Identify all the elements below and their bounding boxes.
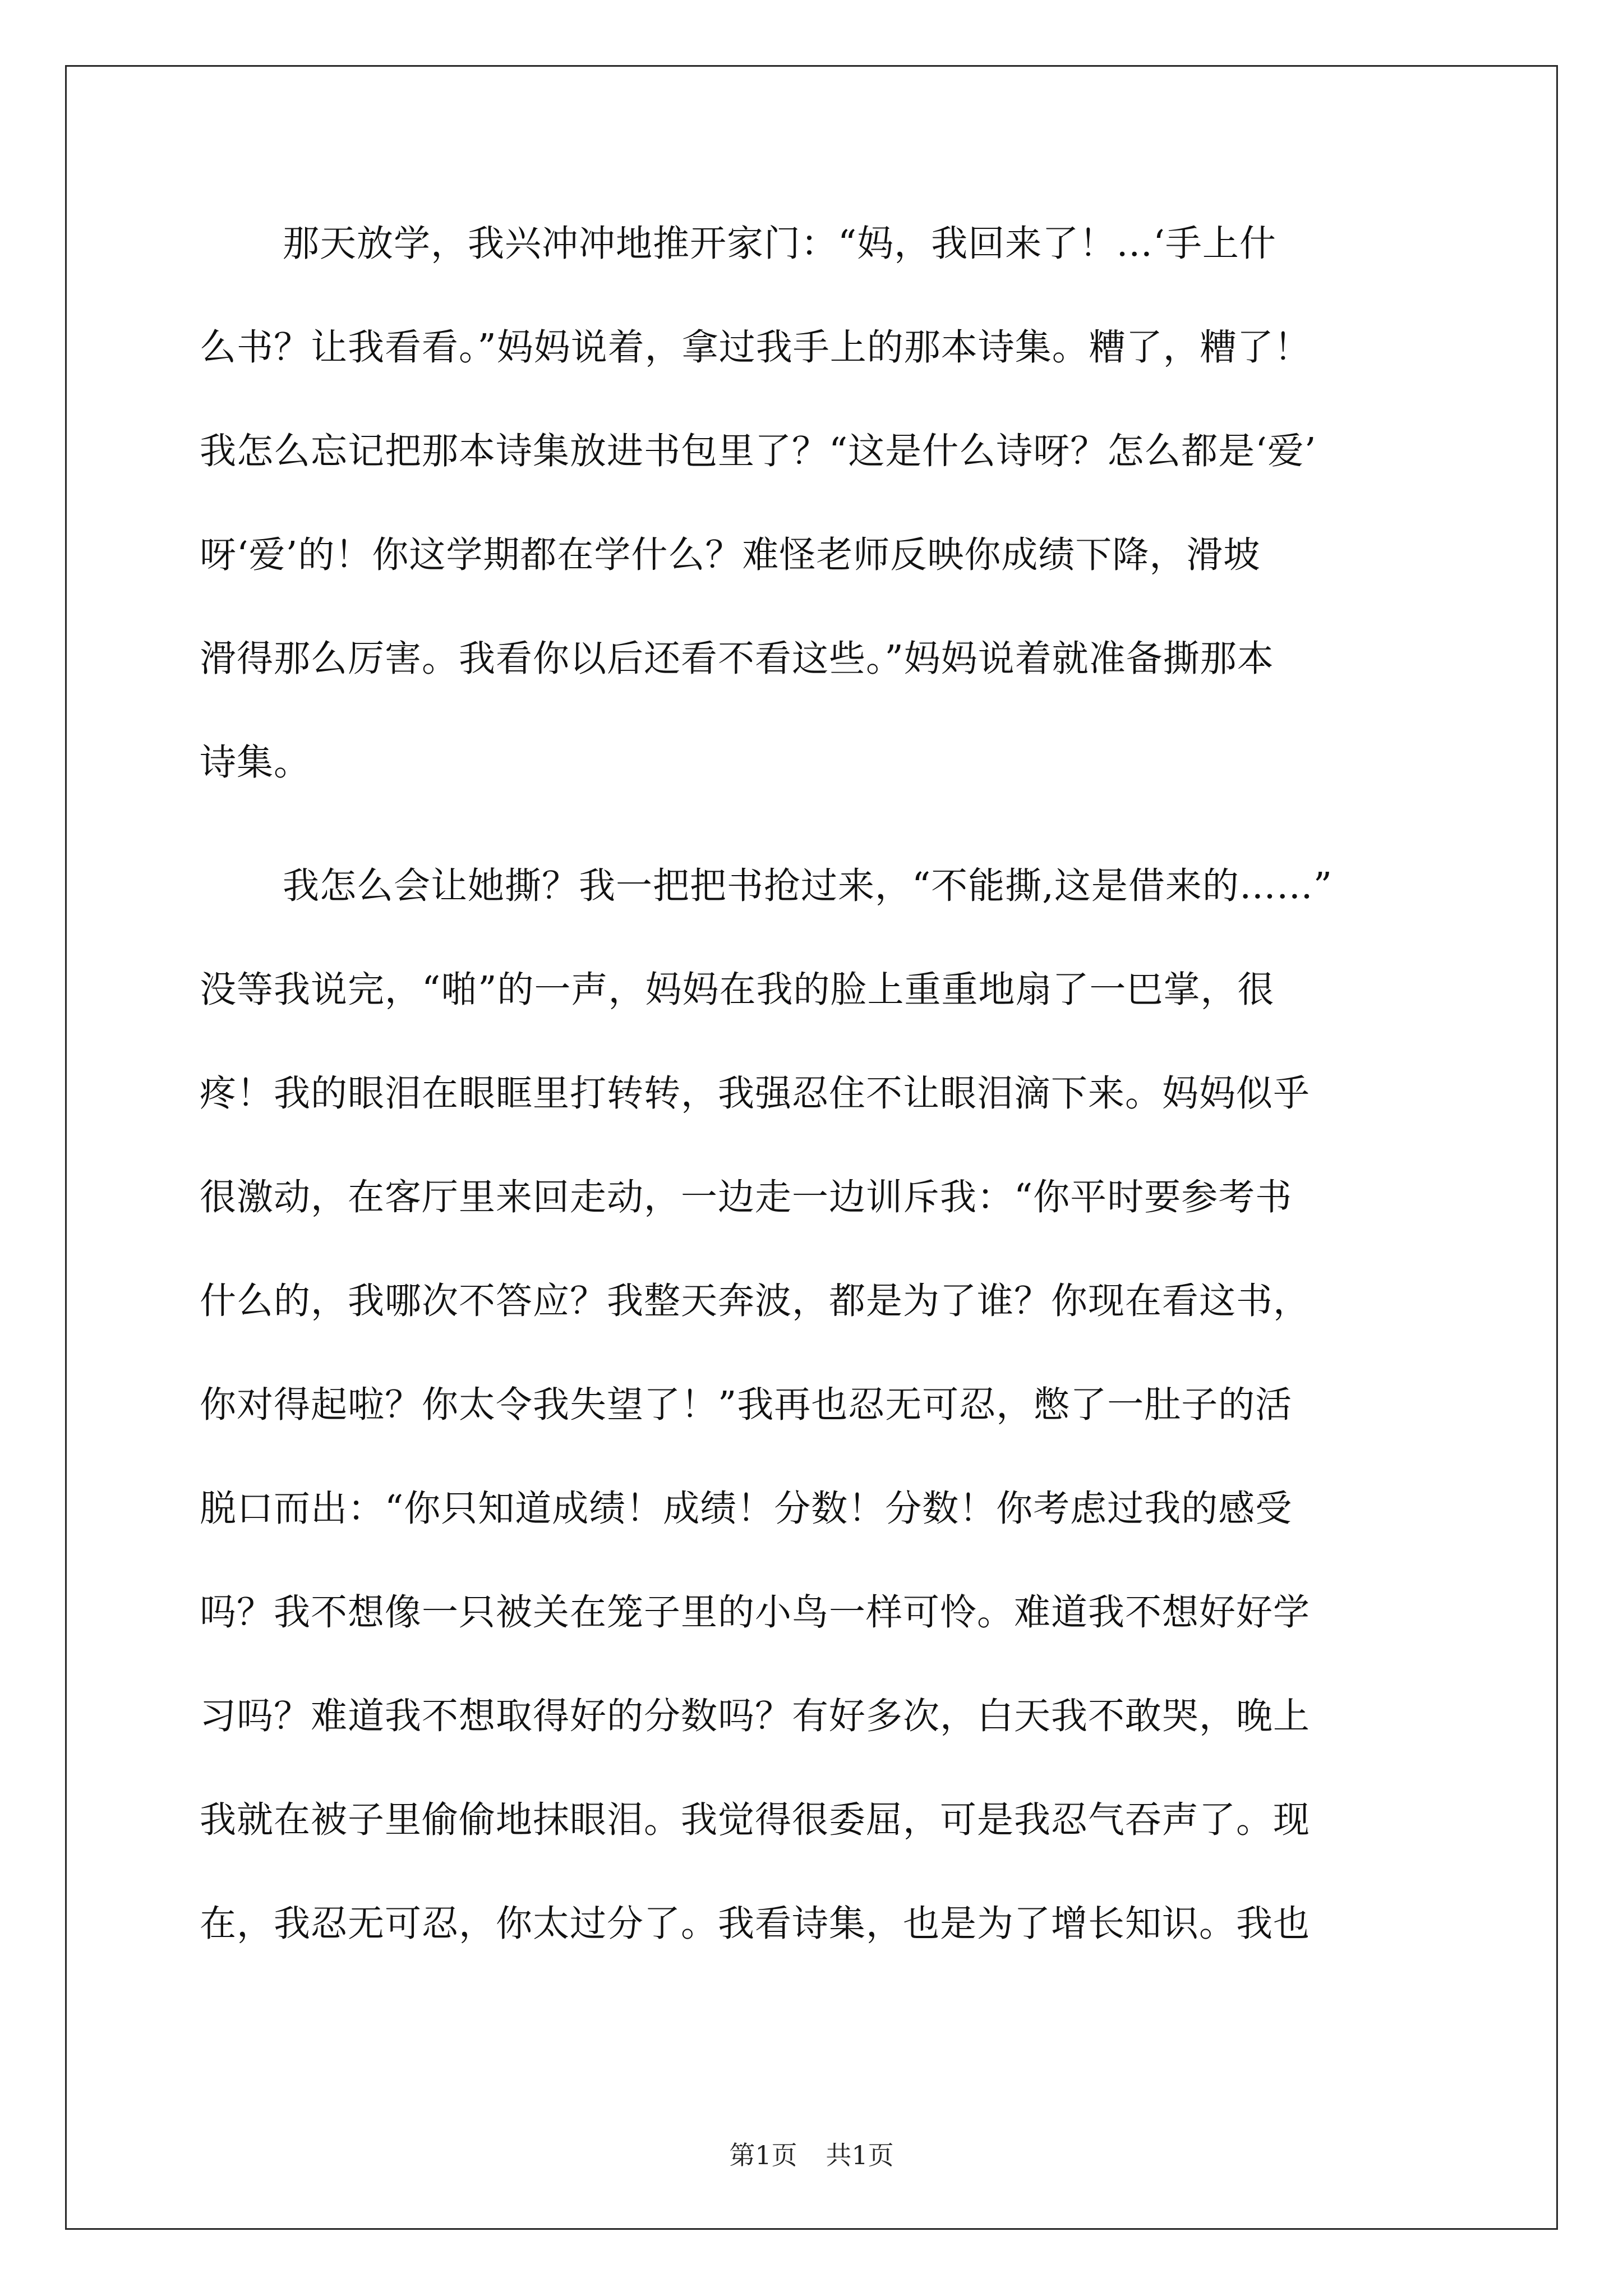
paragraph-1-line-6: 诗集。	[200, 742, 311, 784]
paragraph-2-line-4: 很激动，在客厅里来回走动，一边走一边训斥我：“你平时要参考书	[200, 1176, 1293, 1218]
paragraph-2-line-6: 你对得起啦？你太令我失望了！”我再也忍无可忍，憋了一肚子的活	[200, 1384, 1293, 1426]
paragraph-1-line-3: 我怎么忘记把那本诗集放进书包里了？“这是什么诗呀？怎么都是‘爱’	[200, 430, 1317, 472]
paragraph-2-line-7: 脱口而出：“你只知道成绩！成绩！分数！分数！你考虑过我的感受	[200, 1488, 1293, 1530]
paragraph-2-line-3: 疼！我的眼泪在眼眶里打转转，我强忍住不让眼泪滴下来。妈妈似乎	[200, 1073, 1311, 1115]
paragraph-1-line-4: 呀‘爱’的！你这学期都在学什么？难怪老师反映你成绩下降，滑坡	[200, 534, 1261, 576]
paragraph-2-line-11: 在，我忍无可忍，你太过分了。我看诗集，也是为了增长知识。我也	[200, 1903, 1311, 1945]
paragraph-1-line-1: 那天放学，我兴冲冲地推开家门：“妈，我回来了！…‘手上什	[283, 223, 1276, 265]
paragraph-2-line-5: 什么的，我哪次不答应？我整天奔波，都是为了谁？你现在看这书，	[200, 1280, 1311, 1322]
page-footer	[0, 2138, 1623, 2172]
page-total: 共1页	[826, 2140, 894, 2170]
paragraph-2-line-9: 习吗？难道我不想取得好的分数吗？有好多次，白天我不敢哭，晚上	[200, 1695, 1311, 1737]
paragraph-2-line-2: 没等我说完，“啪”的一声，妈妈在我的脸上重重地扇了一巴掌，很	[200, 969, 1275, 1011]
paragraph-2-line-1: 我怎么会让她撕？我一把把书抢过来，“不能撕,这是借来的……”	[283, 865, 1333, 907]
paragraph-2-line-10: 我就在被子里偷偷地抹眼泪。我觉得很委屈，可是我忍气吞声了。现	[200, 1799, 1311, 1841]
paragraph-2-line-8: 吗？我不想像一只被关在笼子里的小鸟一样可怜。难道我不想好好学	[200, 1591, 1311, 1634]
paragraph-1-line-2: 么书？让我看看。”妈妈说着，拿过我手上的那本诗集。糟了，糟了！	[200, 326, 1311, 369]
page-number: 第1页	[729, 2140, 797, 2170]
paragraph-1-line-5: 滑得那么厉害。我看你以后还看不看这些。”妈妈说着就准备撕那本	[200, 638, 1274, 680]
